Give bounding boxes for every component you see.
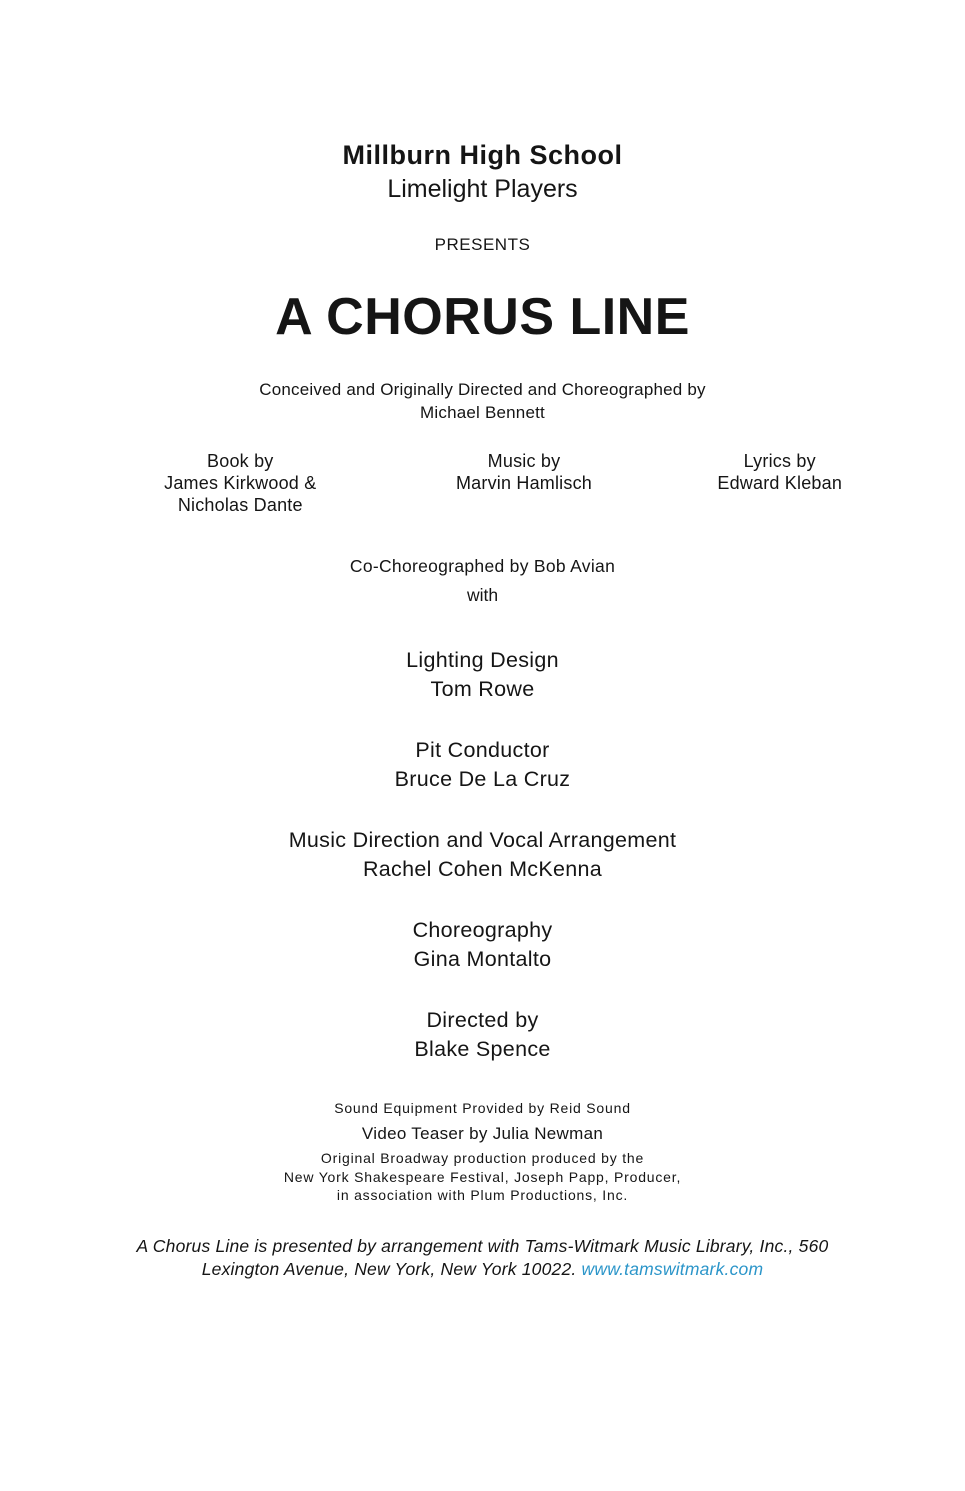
troupe-name: Limelight Players: [387, 175, 578, 203]
book-name-line2: Nicholas Dante: [177, 495, 303, 515]
music-name: Marvin Hamlisch: [455, 473, 592, 493]
organization-name: Millburn High School: [342, 140, 623, 170]
music-role: Music by: [487, 451, 561, 471]
show-title: A CHORUS LINE: [275, 288, 690, 346]
credit-block-music-direction: [0, 826, 965, 884]
presents-label: PRESENTS: [434, 235, 531, 254]
license-notice: [0, 1235, 965, 1281]
tamswitmark-link[interactable]: www.tamswitmark.com: [581, 1258, 764, 1279]
video-teaser-credit: Video Teaser by Julia Newman: [361, 1124, 604, 1143]
credit-block-choreography: [0, 916, 965, 974]
conceived-line2: Michael Bennett: [420, 403, 545, 422]
license-line2: [0, 1258, 965, 1281]
broadway-line2: New York Shakespeare Festival, Joseph Papp, Producer,: [283, 1168, 682, 1185]
broadway-line3: in association with Plum Productions, Inc.: [336, 1187, 629, 1203]
credit-block-pit-conductor: [0, 736, 965, 794]
lyrics-name: Edward Kleban: [717, 473, 843, 493]
sound-credit: Sound Equipment Provided by Reid Sound: [334, 1100, 631, 1116]
author-columns: [0, 450, 965, 560]
license-line2-text: Lexington Avenue, New York, New York 10022.: [201, 1258, 582, 1279]
with-label: with: [466, 585, 499, 605]
lighting-name: Tom Rowe: [430, 677, 535, 701]
book-name-line1: James Kirkwood &: [164, 473, 317, 493]
credit-block-lighting: [0, 646, 965, 704]
pit-conductor-role: Pit Conductor: [415, 738, 550, 762]
choreography-name: Gina Montalto: [413, 947, 552, 971]
pit-conductor-name: Bruce De La Cruz: [394, 767, 571, 791]
director-name: Blake Spence: [414, 1037, 551, 1061]
license-line1: A Chorus Line is presented by arrangement with Tams-Witmark Music Library, Inc., 560: [136, 1235, 829, 1256]
book-credit: [164, 450, 316, 516]
broadway-line1: Original Broadway production produced by the: [320, 1150, 645, 1166]
music-direction-role: Music Direction and Vocal Arrangement: [288, 828, 677, 852]
broadway-production-credit: [0, 1149, 965, 1205]
music-credit: [456, 450, 592, 494]
conceived-line1: Conceived and Originally Directed and Choreographed by: [259, 380, 706, 399]
book-role: Book by: [207, 451, 274, 471]
choreography-role: Choreography: [412, 918, 553, 942]
lyrics-credit: [717, 450, 842, 494]
credit-block-director: [0, 1006, 965, 1064]
director-role: Directed by: [426, 1008, 539, 1032]
lighting-role: Lighting Design: [406, 648, 559, 672]
conceived-credit: [0, 378, 965, 424]
music-direction-name: Rachel Cohen McKenna: [362, 857, 603, 881]
lyrics-role: Lyrics by: [743, 451, 816, 471]
co-choreographer-credit: Co-Choreographed by Bob Avian: [349, 556, 616, 576]
